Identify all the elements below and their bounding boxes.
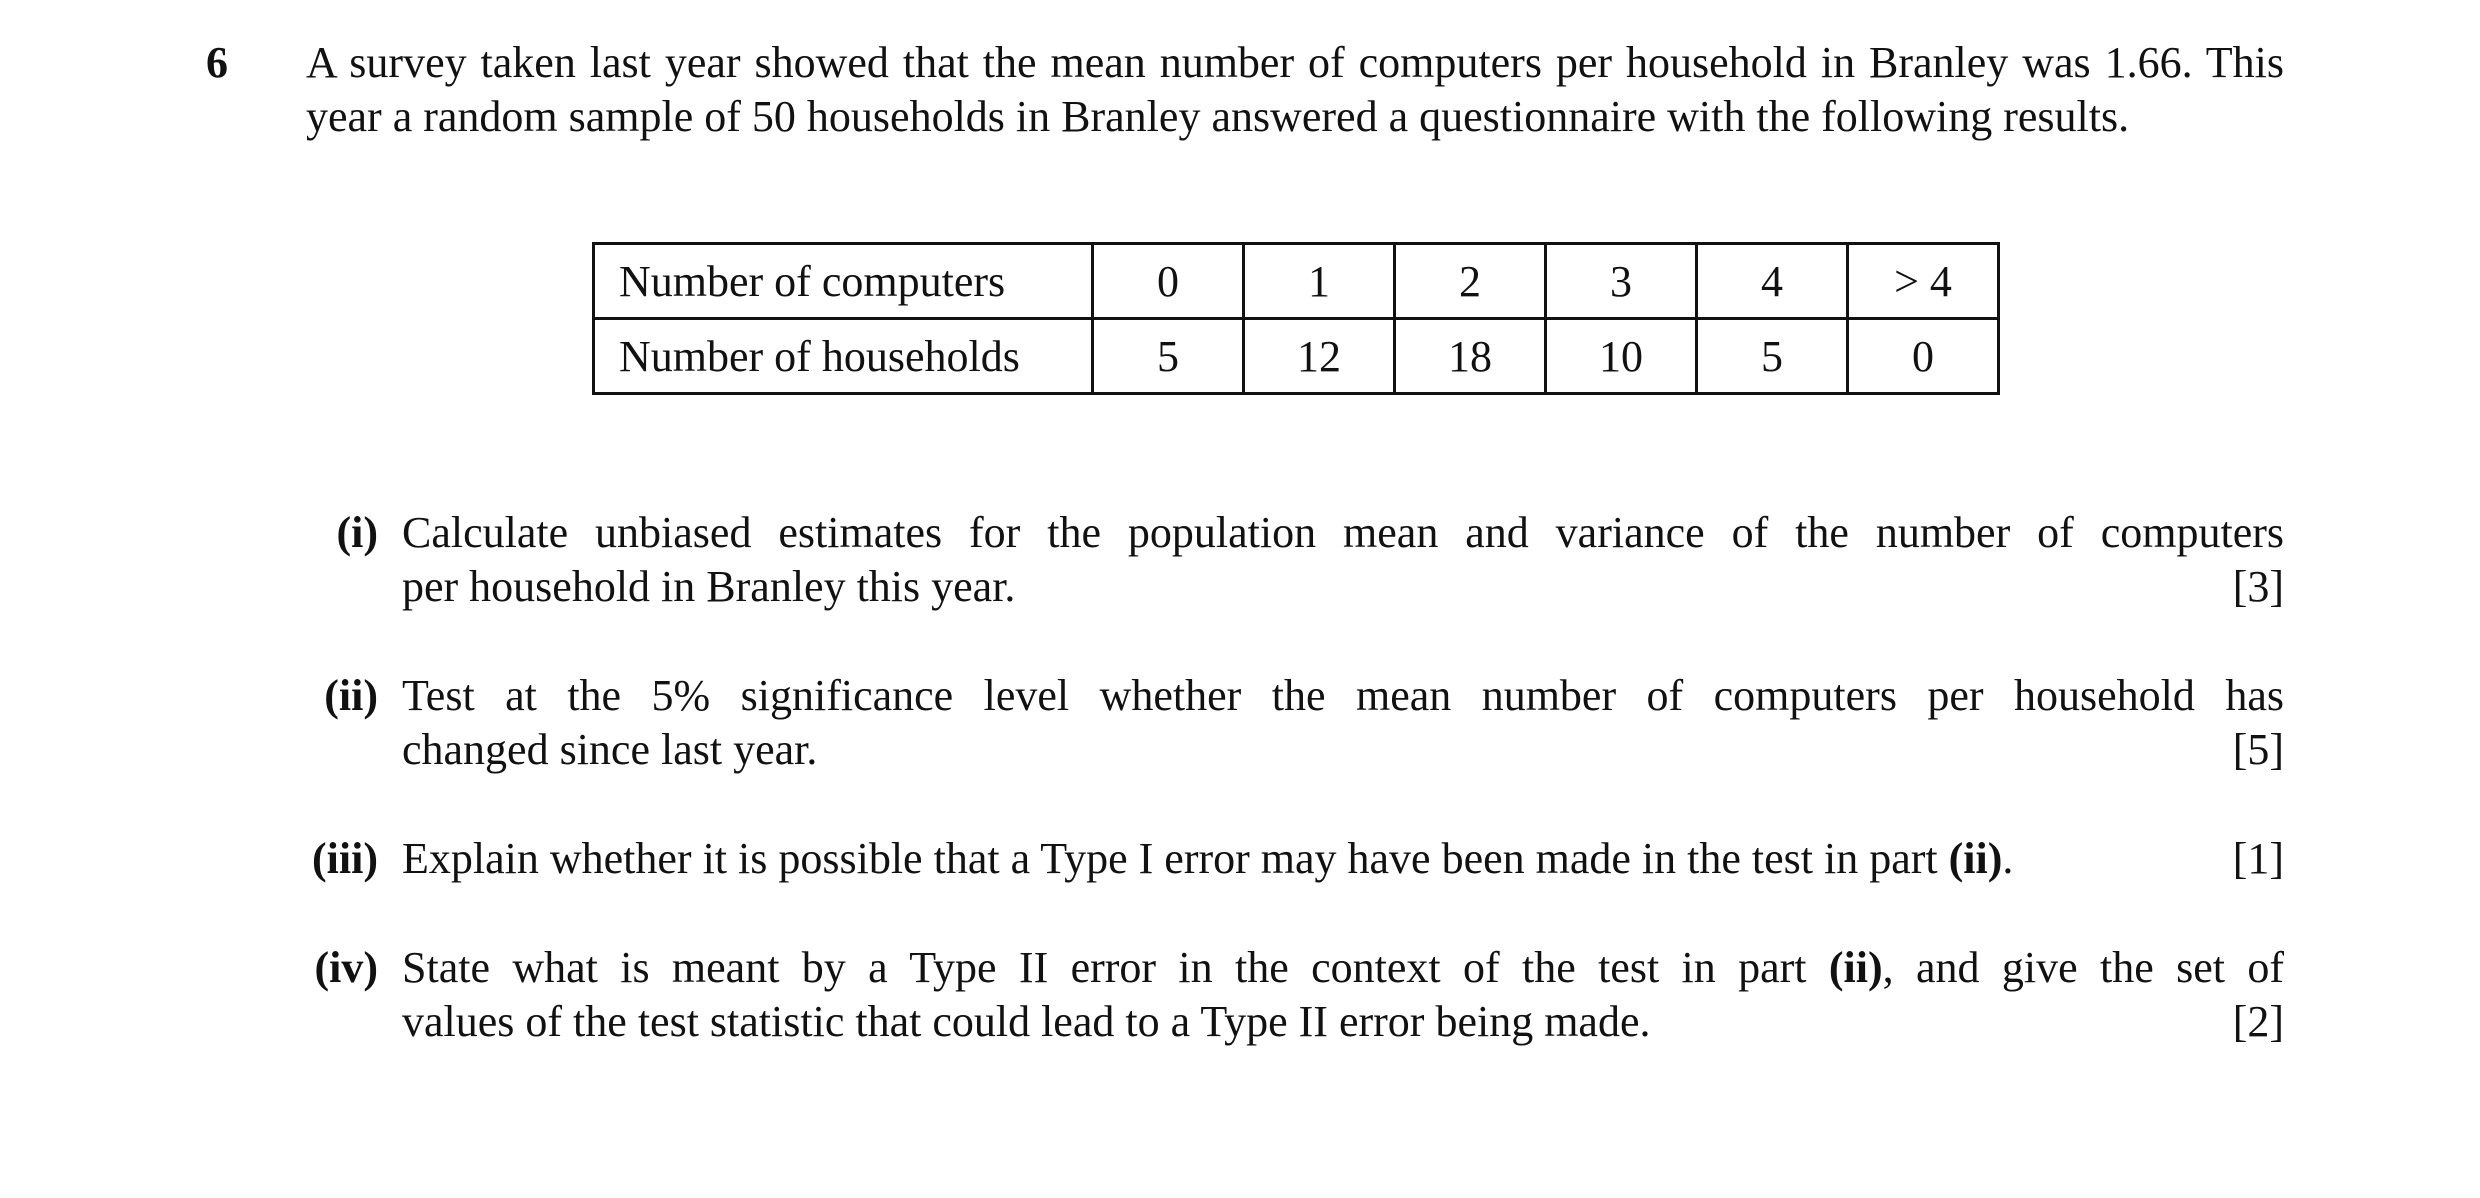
part-iii — [280, 832, 2284, 886]
part-label: (iii) — [312, 834, 378, 883]
table-cell: > 4 — [1848, 244, 1999, 319]
part-text: values of the test statistic that could lead to a Type II error being made. — [402, 997, 1651, 1046]
table-row — [594, 319, 1999, 394]
part-label: (iv) — [314, 943, 378, 992]
part-label: (ii) — [324, 671, 378, 720]
part-text: Explain whether it is possible that a Type I error may have been made in the test in part — [402, 834, 1938, 883]
part-iv — [280, 941, 2284, 1049]
data-table — [592, 242, 2000, 395]
part-text: per household in Branley this year. — [402, 562, 1016, 611]
part-text: Calculate unbiased estimates for the population mean and variance of the number of computers — [402, 508, 2284, 557]
part-text: , and give the set of — [1882, 943, 2284, 992]
table-cell: 5 — [1093, 319, 1244, 394]
marks-badge: [2] — [2232, 997, 2284, 1046]
table-cell: 0 — [1093, 244, 1244, 319]
part-text: State what is meant by a Type II error in the context of the test in part — [402, 943, 1807, 992]
part-text: changed since last year. — [402, 725, 818, 774]
table-row — [594, 244, 1999, 319]
row-header-households: Number of households — [594, 319, 1093, 394]
part-text: Test at the 5% significance level whether the mean number of computers per household has — [402, 671, 2284, 720]
part-ii — [280, 669, 2284, 777]
table-cell: 4 — [1697, 244, 1848, 319]
table-cell: 3 — [1546, 244, 1697, 319]
part-i — [280, 506, 2284, 614]
table-cell: 5 — [1697, 319, 1848, 394]
marks-badge: [1] — [2232, 834, 2284, 883]
table-cell: 0 — [1848, 319, 1999, 394]
part-label: (i) — [336, 508, 378, 557]
part-text: . — [2002, 834, 2014, 883]
table-cell: 12 — [1244, 319, 1395, 394]
marks-badge: [3] — [2232, 562, 2284, 611]
part-reference: (ii) — [1948, 834, 2003, 883]
part-reference: (ii) — [1828, 943, 1883, 992]
question-number: 6 — [206, 38, 228, 87]
table-cell: 10 — [1546, 319, 1697, 394]
marks-badge: [5] — [2232, 725, 2284, 774]
table-cell: 1 — [1244, 244, 1395, 319]
row-header-computers: Number of computers — [594, 244, 1093, 319]
table-cell: 2 — [1395, 244, 1546, 319]
question-intro: A survey taken last year showed that the mean number of computers per household in Branley was 1.66. This year a random sample of 50 households in Branley answered a questionnaire with the following results. — [306, 38, 2284, 141]
table-cell: 18 — [1395, 319, 1546, 394]
